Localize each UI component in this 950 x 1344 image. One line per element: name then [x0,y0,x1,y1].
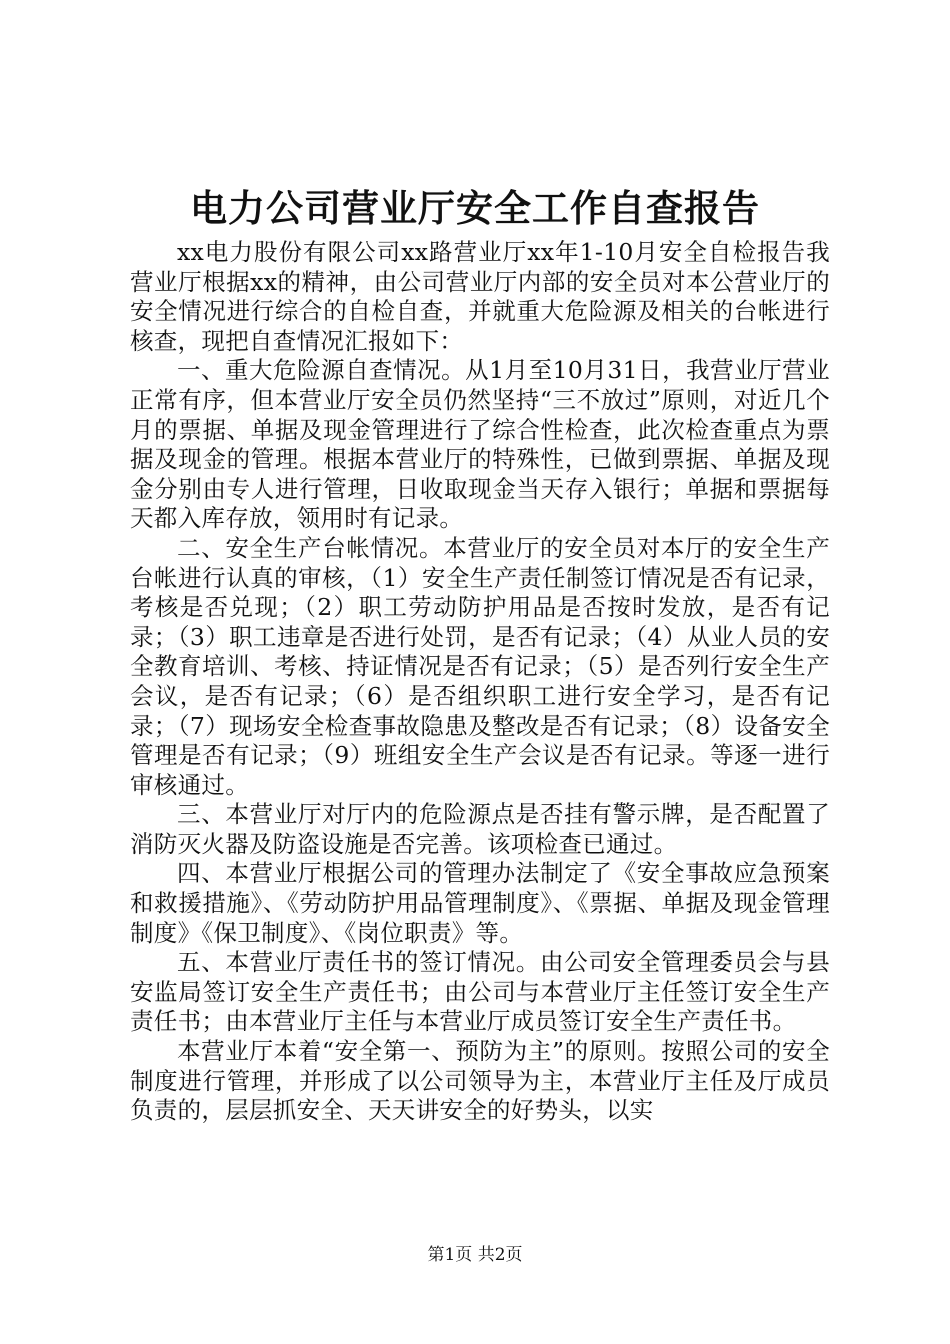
document-body [130,238,830,1126]
paragraph-section-2: 二、安全生产台帐情况。本营业厅的安全员对本厅的安全生产台帐进行认真的审核，（1）安全生产责任制签订情况是否有记录，考核是否兑现；（2）职工劳动防护用品是否按时发放，是否有记录；（3）职工违章是否进行处罚，是否有记录；（4）从业人员的安全教育培训、考核、持证情况是否有记录；（5）是否列行安全生产会议，是否有记录；（6）是否组织职工进行安全学习，是否有记录；（7）现场安全检查事故隐患及整改是否有记录；（8）设备安全管理是否有记录；（9）班组安全生产会议是否有记录。等逐一进行审核通过。 [130,533,830,799]
document-title: 电力公司营业厅安全工作自查报告 [190,187,760,230]
paragraph-intro: xx电力股份有限公司xx路营业厅xx年1-10月安全自检报告我营业厅根据xx的精神，由公司营业厅内部的安全员对本公营业厅的安全情况进行综合的自检自查，并就重大危险源及相关的台帐进行核查，现把自查情况汇报如下： [130,238,830,355]
paragraph-section-5: 五、本营业厅责任书的签订情况。由公司安全管理委员会与县安监局签订安全生产责任书；由公司与本营业厅主任签订安全生产责任书；由本营业厅主任与本营业厅成员签订安全生产责任书。 [130,948,830,1036]
paragraph-conclusion: 本营业厅本着“安全第一、预防为主”的原则。按照公司的安全制度进行管理，并形成了以公司领导为主，本营业厅主任及厅成员负责的，层层抓安全、天天讲安全的好势头，以实 [130,1037,830,1125]
paragraph-section-3: 三、本营业厅对厅内的危险源点是否挂有警示牌，是否配置了消防灭火器及防盗设施是否完善。该项检查已通过。 [130,800,830,858]
paragraph-section-1: 一、重大危险源自查情况。从1月至10月31日，我营业厅营业正常有序，但本营业厅安全员仍然坚持“三不放过”原则，对近几个月的票据、单据及现金管理进行了综合性检查，此次检查重点为票据及现金的管理。根据本营业厅的特殊性，已做到票据、单据及现金分别由专人进行管理，日收取现金当天存入银行；单据和票据每天都入库存放，领用时有记录。 [130,356,830,533]
page-number-footer: 第1页 共2页 [427,1245,523,1265]
paragraph-section-4: 四、本营业厅根据公司的管理办法制定了《安全事故应急预案和救援措施》、《劳动防护用品管理制度》、《票据、单据及现金管理制度》《保卫制度》、《岗位职责》等。 [130,859,830,947]
